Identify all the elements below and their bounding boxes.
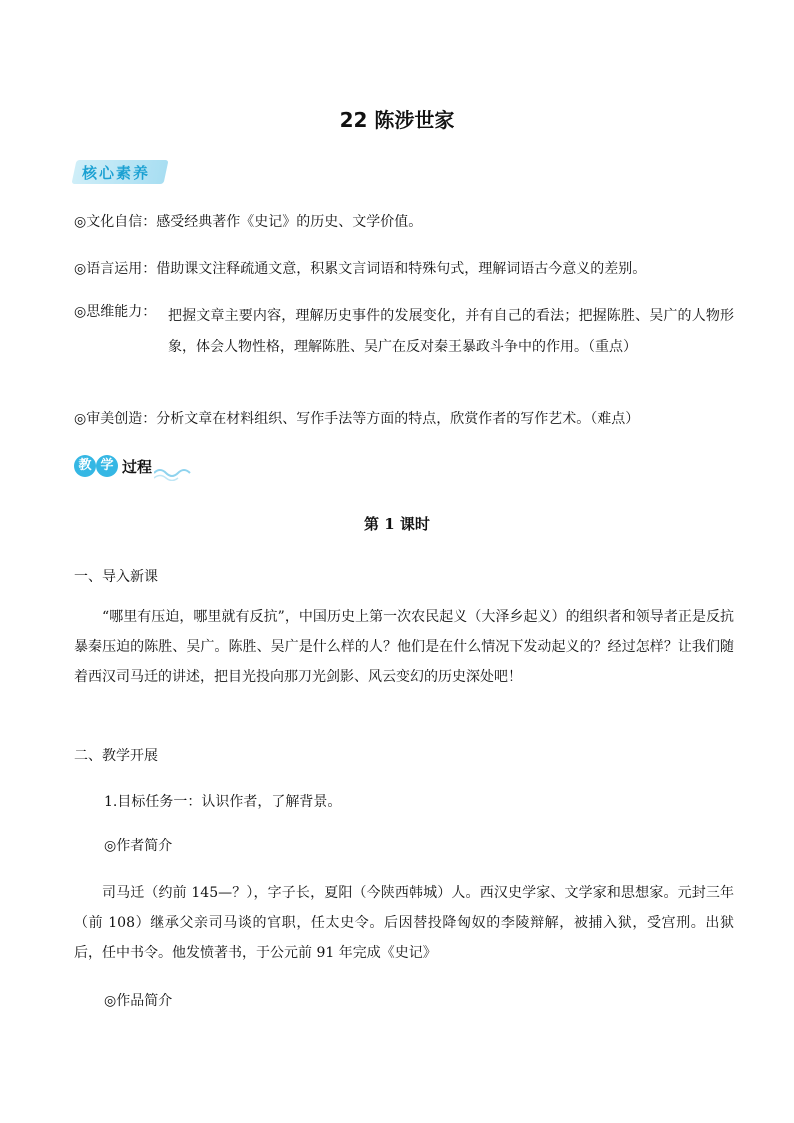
section-heading: 二、教学开展	[74, 748, 158, 764]
author-paragraph: 司马迁（约前 145—？），字子长，夏阳（今陕西韩城）人。西汉史学家、文学家和思想家。元封三年（前 108）继承父亲司马谈的官职，任太史令。后因替投降匈奴的李陵辩解，被捕入狱，受宫刑。出狱后，任中书令。他发愤著书，于公元前 91 年完成《史记》	[74, 885, 734, 961]
core-item-text: 感受经典著作《史记》的历史、文学价值。	[156, 214, 423, 230]
core-item-language	[74, 258, 646, 278]
core-item-label: ◎文化自信：	[74, 214, 157, 230]
wave-decoration-icon	[154, 465, 254, 481]
badge-circle: 学	[96, 455, 118, 477]
core-item-text: 分析文章在材料组织、写作手法等方面的特点，欣赏作者的写作艺术。（难点）	[156, 411, 640, 427]
core-item-culture	[74, 211, 422, 231]
core-item-aesthetic	[74, 408, 639, 428]
badge-label: 过程	[122, 458, 153, 476]
core-literacy-badge	[74, 158, 170, 186]
teaching-process-badge	[74, 455, 184, 481]
core-item-label: ◎思维能力：	[74, 304, 157, 320]
core-item-text: 借助课文注释疏通文意，积累文言词语和特殊句式，理解词语古今意义的差别。	[156, 261, 647, 277]
badge-label: 核心素养	[82, 164, 151, 182]
core-item-text: 把握文章主要内容，理解历史事件的发展变化，并有自己的看法；把握陈胜、吴广的人物形象，体会人物性格，理解陈胜、吴广在反对秦王暴政斗争中的作用。（重点）	[168, 308, 734, 355]
core-item-label: ◎语言运用：	[74, 261, 157, 277]
badge-circle: 教	[74, 455, 96, 477]
section-heading: 一、导入新课	[74, 569, 158, 585]
lesson-title: 第 1 课时	[364, 515, 430, 533]
work-heading: ◎作品简介	[104, 993, 173, 1009]
author-heading: ◎作者简介	[104, 838, 173, 854]
task-heading: 1.目标任务一：认识作者，了解背景。	[104, 794, 342, 810]
page-title: 22 陈涉世家	[339, 108, 455, 132]
core-item-label: ◎审美创造：	[74, 411, 157, 427]
intro-paragraph: “哪里有压迫，哪里就有反抗”，中国历史上第一次农民起义（大泽乡起义）的组织者和领导者正是反抗暴秦压迫的陈胜、吴广。陈胜、吴广是什么样的人？他们是在什么情况下发动起义的？经过怎样？让我们随着西汉司马迁的讲述，把目光投向那刀光剑影、风云变幻的历史深处吧！	[74, 609, 734, 685]
